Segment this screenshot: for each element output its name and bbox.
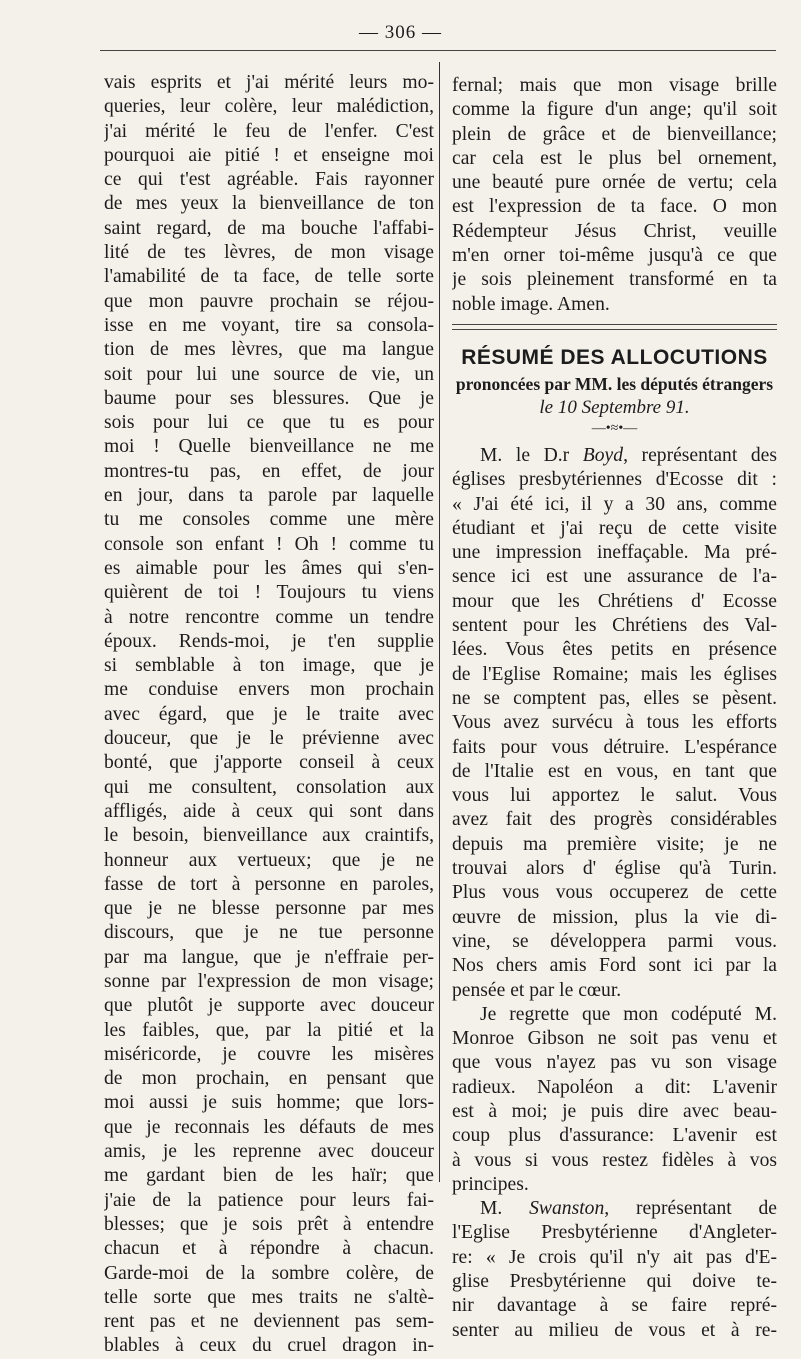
text-line: que je reconnais les défauts de mes bbox=[104, 1116, 434, 1138]
text-line: églises presbytériennes d'Ecosse dit : bbox=[452, 469, 777, 491]
right-column bbox=[452, 74, 777, 1343]
text-line: mour que les Chrétiens d' Ecosse bbox=[452, 590, 777, 612]
text-line: pourquoi aie pitié ! et enseigne moi bbox=[104, 144, 434, 166]
text-line: bonté, que j'apporte conseil à ceux bbox=[104, 752, 434, 774]
text-line: console son enfant ! Oh ! comme tu bbox=[104, 533, 434, 555]
text-line: ce qui t'est agréable. Fais rayonner bbox=[104, 169, 434, 191]
text-line: douceur, que je le prévienne avec bbox=[104, 728, 434, 750]
text-line: est l'expression de ta face. O mon bbox=[452, 196, 777, 218]
text-line: comme la figure d'un ange; qu'il soit bbox=[452, 99, 777, 121]
text-line: fasse de tort à personne en paroles, bbox=[104, 873, 434, 895]
text-line: Nos chers amis Ford sont ici par la bbox=[452, 955, 777, 977]
text-line: que vous n'ayez pas vu son visage bbox=[452, 1052, 777, 1074]
text-line: sence ici est une assurance de l'a- bbox=[452, 566, 777, 588]
text-line: Monroe Gibson ne soit pas venu et bbox=[452, 1028, 777, 1050]
text-line: si semblable à ton image, que je bbox=[104, 655, 434, 677]
text-line: le besoin, bienveillance aux craintifs, bbox=[104, 825, 434, 847]
text-line: avez fait des progrès considérables bbox=[452, 809, 777, 831]
text-line: lité de tes lèvres, de mon visage bbox=[104, 242, 434, 264]
speech-boyd bbox=[452, 468, 777, 1003]
text-line: qui me consultent, consolation aux bbox=[104, 776, 434, 798]
header-rule bbox=[100, 50, 776, 51]
text-line: que je ne blesse personne par mes bbox=[104, 898, 434, 920]
text-line: discours, que je ne tue personne bbox=[104, 922, 434, 944]
text-line: pensée et par le cœur. bbox=[452, 979, 622, 1001]
text-line: amis, je les reprenne avec douceur bbox=[104, 1141, 434, 1163]
text-line: que mon pauvre prochain se réjou- bbox=[104, 290, 434, 312]
text-line: isse en me voyant, tire sa consola- bbox=[104, 314, 434, 336]
text-line: vais esprits et j'ai mérité leurs mo- bbox=[104, 72, 434, 93]
text-line: telle sorte que mes traits ne s'altè- bbox=[104, 1286, 434, 1308]
text-line: plein de grâce et de bienveillance; bbox=[452, 123, 777, 145]
text-line: re: « Je crois qu'il n'y ait pas d'E- bbox=[452, 1246, 777, 1268]
text-line: l'amabilité de ta face, de telle sorte bbox=[104, 266, 434, 288]
text-line: saint regard, de ma bouche l'affabi- bbox=[104, 217, 434, 239]
text-line: fernal; mais que mon visage brille bbox=[452, 75, 777, 96]
text-line: tion de mes lèvres, que ma langue bbox=[104, 339, 434, 361]
text-line: je sois pleinement transformé en ta bbox=[452, 269, 777, 291]
text-line: à vous si vous restez fidèles à vos bbox=[452, 1149, 777, 1171]
text-line: l'Eglise Presbytérienne d'Angleter- bbox=[452, 1222, 777, 1244]
text-line: j'aie de la patience pour leurs fai- bbox=[104, 1189, 434, 1211]
text-line: montres-tu pas, en effet, de jour bbox=[104, 460, 434, 482]
text-line: quièrent de toi ! Toujours tu viens bbox=[104, 582, 434, 604]
text-line: ne se comptent pas, elles se pèsent. bbox=[452, 687, 777, 709]
text-line: vine, se développera parmi vous. bbox=[452, 930, 777, 952]
text-line: senter au milieu de vous et à re- bbox=[452, 1319, 777, 1341]
speaker-name: Boyd bbox=[582, 444, 624, 466]
text-line: Plus vous vous occuperez de cette bbox=[452, 882, 777, 904]
text-line: Garde-moi de la sombre colère, de bbox=[104, 1262, 434, 1284]
text-line: glise Presbytérienne qui doive te- bbox=[452, 1271, 777, 1293]
text-line: queries, leur colère, leur malédiction, bbox=[104, 96, 434, 118]
text-line: est à moi; je puis dire avec beau- bbox=[452, 1100, 777, 1122]
text-line: radieux. Napoléon a dit: L'avenir bbox=[452, 1076, 777, 1098]
text-line: Rédempteur Jésus Christ, veuille bbox=[452, 220, 777, 242]
text-line: vous lui apportez le salut. Vous bbox=[452, 785, 777, 807]
text-line: noble image. Amen. bbox=[452, 293, 610, 315]
text-line: blables à ceux du cruel dragon in- bbox=[104, 1335, 434, 1357]
text-line: une beauté pure ornée de vertu; cela bbox=[452, 172, 777, 194]
prayer-conclusion bbox=[452, 74, 777, 317]
text-line: car cela est le plus bel ornement, bbox=[452, 147, 777, 169]
text-line: sonne par l'expression de mon visage; bbox=[104, 970, 434, 992]
text-line: en jour, dans ta parole par laquelle bbox=[104, 485, 434, 507]
text-line: de mes yeux la bienveillance de ton bbox=[104, 193, 434, 215]
text-line: moi aussi je suis homme; que lors- bbox=[104, 1092, 434, 1114]
text-line: honneur aux vertueux; que je ne bbox=[104, 849, 434, 871]
page-number: — 306 — bbox=[359, 22, 442, 43]
text-line: sois pour lui ce que tu es pour bbox=[104, 412, 434, 434]
text-line: rent pas et ne deviennent pas sem- bbox=[104, 1311, 434, 1333]
text-line: époux. Rends-moi, je t'en supplie bbox=[104, 630, 434, 652]
para3-first-line: M. Swanston, représentant de bbox=[480, 1198, 777, 1220]
text-line: de l'Eglise Romaine; mais les églises bbox=[452, 663, 777, 685]
text-line: de mon prochain, en pensant que bbox=[104, 1068, 434, 1090]
text-line: « J'ai été ici, il y a 30 ans, comme bbox=[452, 493, 777, 515]
text-line: me gardant bien de les haïr; que bbox=[104, 1165, 434, 1187]
para1-first-line: M. le D.r Boyd, représentant des bbox=[480, 444, 777, 466]
text-line: que plutôt je supporte avec douceur bbox=[104, 995, 434, 1017]
text-line: de l'Italie est en vous, en tant que bbox=[452, 760, 777, 782]
left-column bbox=[104, 71, 434, 1359]
text-line: étudiant et j'ai reçu de cette visite bbox=[452, 517, 777, 539]
text-line: j'ai mérité le feu de l'enfer. C'est bbox=[104, 120, 434, 142]
section-date: le 10 Septembre 91. bbox=[539, 396, 690, 418]
text-line: tu me consoles comme une mère bbox=[104, 509, 434, 531]
text-line: faits pour vous détruire. L'espérance bbox=[452, 736, 777, 758]
text-line: trouvai alors d' église qu'à Turin. bbox=[452, 858, 777, 880]
text-line: lées. Vous êtes petits en présence bbox=[452, 639, 777, 661]
text-line: soit pour lui une source de vie, un bbox=[104, 363, 434, 385]
text-line: chacun et à répondre à chacun. bbox=[104, 1238, 434, 1260]
section-title: RÉSUMÉ DES ALLOCUTIONS bbox=[461, 345, 768, 369]
text-line: moi ! Quelle bienveillance ne me bbox=[104, 436, 434, 458]
text-line: me conduise envers mon prochain bbox=[104, 679, 434, 701]
text-line: depuis ma première visite; je ne bbox=[452, 833, 777, 855]
speech-swanston bbox=[452, 1221, 777, 1342]
text-line: une impression ineffaçable. Ma pré- bbox=[452, 542, 777, 564]
text-line: coup plus d'assurance: L'avenir est bbox=[452, 1125, 777, 1147]
text-line: miséricorde, je couvre les misères bbox=[104, 1043, 434, 1065]
text-line: sentent pour les Chrétiens des Val- bbox=[452, 615, 777, 637]
text-line: affligés, aide à ceux qui sont dans bbox=[104, 800, 434, 822]
text-line: Je regrette que mon codéputé M. bbox=[480, 1003, 777, 1025]
text-line: par ma langue, que je n'effraie per- bbox=[104, 946, 434, 968]
section-subtitle: prononcées par MM. les députés étrangers bbox=[455, 373, 774, 394]
column-divider bbox=[439, 62, 440, 1182]
text-line: baume pour ses blessures. Que je bbox=[104, 387, 434, 409]
text-line: principes. bbox=[452, 1173, 529, 1195]
text-line: avec égard, que je le traite avec bbox=[104, 703, 434, 725]
section-separator bbox=[452, 324, 777, 330]
text-line: Vous avez survécu à tous les efforts bbox=[452, 712, 777, 734]
speech-boyd-continued bbox=[452, 1003, 777, 1197]
text-line: les faibles, que, par la pitié et la bbox=[104, 1019, 434, 1041]
text-line: nir davantage à se faire repré- bbox=[452, 1295, 777, 1317]
flourish-ornament: —•≈•— bbox=[591, 420, 638, 436]
text-line: blesses; que je sois prêt à entendre bbox=[104, 1213, 434, 1235]
speaker-name: Swanston bbox=[529, 1198, 605, 1220]
text-line: es aimable pour les âmes qui s'en- bbox=[104, 557, 434, 579]
text-line: à notre rencontre comme un tendre bbox=[104, 606, 434, 628]
text-line: œuvre de mission, plus la vie di- bbox=[452, 906, 777, 928]
text-line: m'en orner toi-même jusqu'à ce que bbox=[452, 245, 777, 267]
